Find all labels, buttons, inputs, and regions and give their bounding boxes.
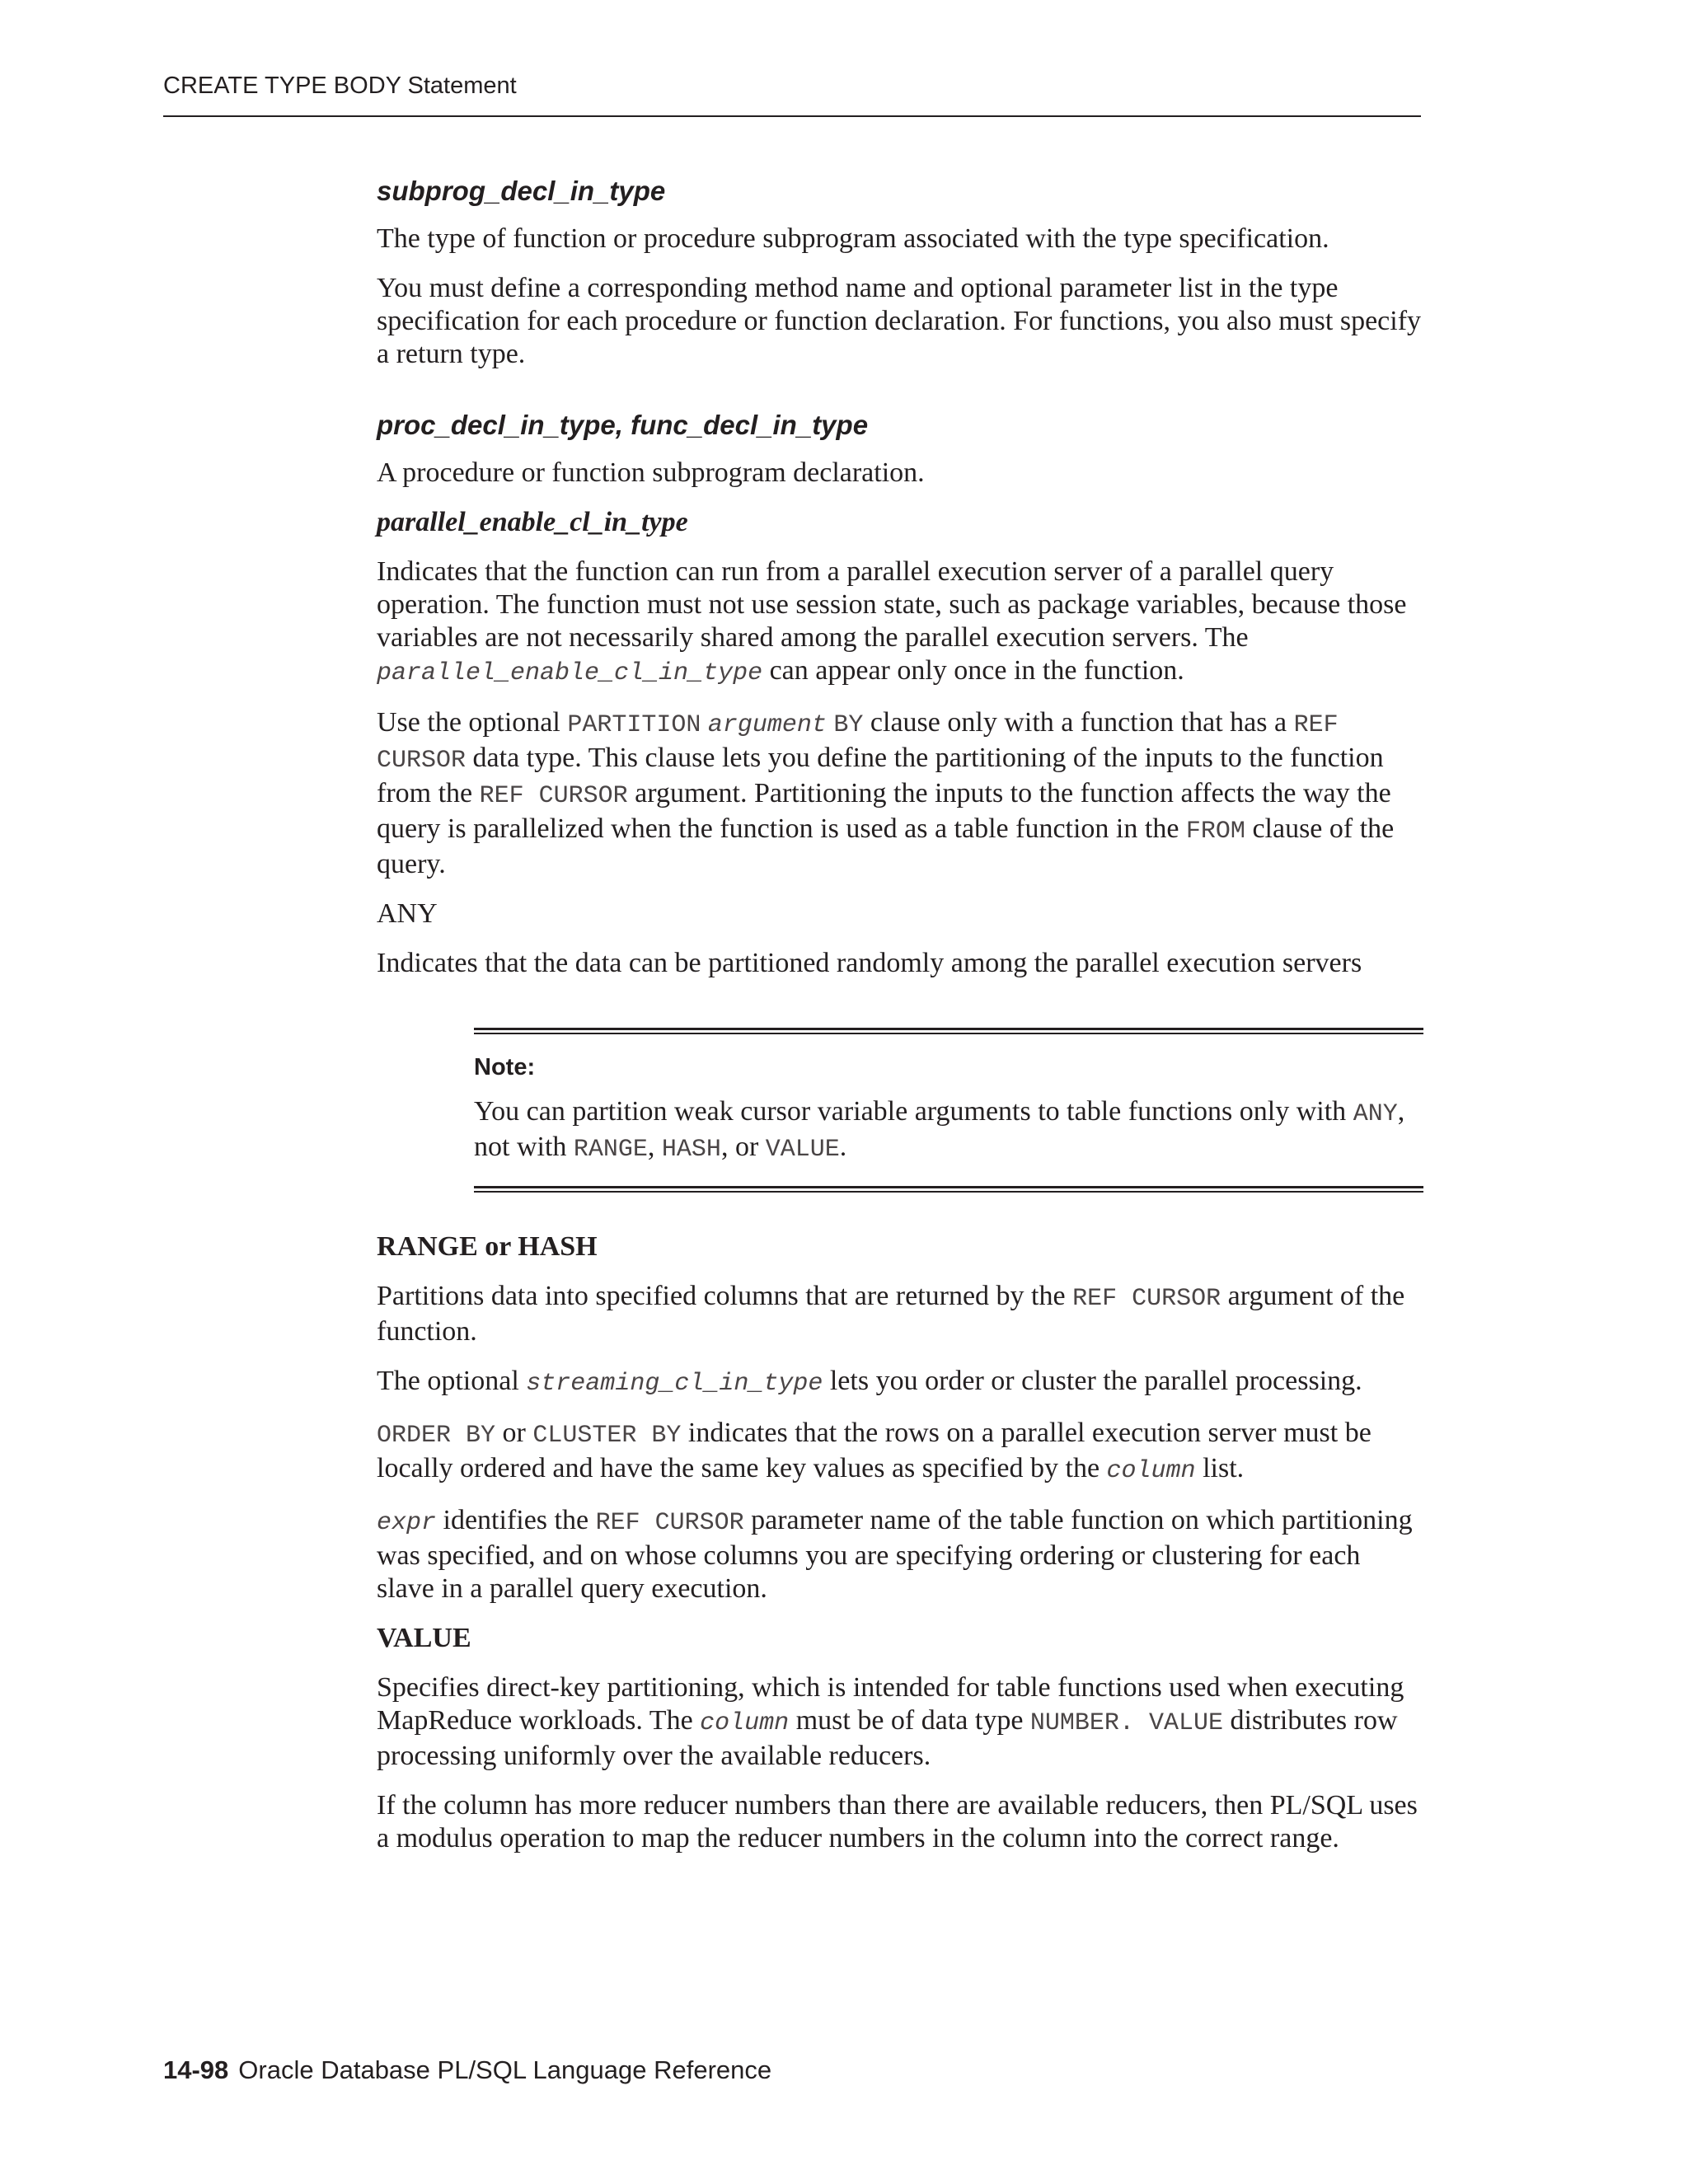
subprog-heading: subprog_decl_in_type xyxy=(377,176,666,206)
value-para-1 xyxy=(377,1671,1423,1773)
text-run: . xyxy=(1118,1709,1149,1737)
page-number: 14-98 xyxy=(163,2055,229,2084)
any-para-1: Indicates that the data can be partitioned randomly among the parallel execution servers xyxy=(377,948,1362,978)
code-term: REF CURSOR xyxy=(1072,1285,1221,1313)
code-term: CLUSTER BY xyxy=(532,1422,682,1450)
code-term: column xyxy=(700,1709,790,1737)
header-rule xyxy=(163,115,1421,117)
text-run: must be of data type xyxy=(789,1705,1030,1736)
text-run: Partitions data into specified columns that are returned by the xyxy=(377,1281,1073,1311)
procfunc-heading: proc_decl_in_type, func_decl_in_type xyxy=(377,410,869,440)
code-term: column xyxy=(1106,1457,1196,1485)
rangehash-para-4 xyxy=(377,1504,1423,1605)
note-title: Note: xyxy=(474,1054,536,1080)
text-run: lets you order or cluster the parallel processing. xyxy=(823,1366,1362,1396)
note-top-rule xyxy=(474,1028,1423,1034)
subprog-para-2: You must define a corresponding method name and optional parameter list in the type specification for each procedure or function declaration. For functions, you also must specify a return type. xyxy=(377,273,1422,369)
code-term: BY xyxy=(833,711,864,739)
text-run: or xyxy=(495,1418,533,1448)
book-title: Oracle Database PL/SQL Language Reference xyxy=(238,2055,772,2084)
code-term: VALUE xyxy=(765,1136,840,1164)
code-term: PARTITION xyxy=(567,711,701,739)
note-text xyxy=(474,1095,1423,1166)
parallel-heading: parallel_enable_cl_in_type xyxy=(377,507,688,537)
parallel-para-2 xyxy=(377,706,1423,881)
note-box xyxy=(474,1028,1423,1193)
running-header: CREATE TYPE BODY Statement xyxy=(163,73,517,99)
text-run: Specifies direct-key partitioning, which is intended for table functions used when executing MapReduce workloads. The xyxy=(377,1672,1404,1736)
text-run: indicates that the rows on a parallel execution server must be locally ordered and have the same key values as specified by the xyxy=(377,1418,1372,1483)
code-term: REF CURSOR xyxy=(377,711,1339,775)
code-term: HASH xyxy=(661,1136,721,1164)
text-run: . xyxy=(839,1132,847,1162)
text-run: can appear only once in the function. xyxy=(762,655,1184,686)
rangehash-para-2 xyxy=(377,1365,1423,1400)
value-para-2: If the column has more reducer numbers than there are available reducers, then PL/SQL uses a modulus operation to map the reducer numbers in the column into the correct range. xyxy=(377,1790,1418,1854)
code-term: ORDER BY xyxy=(377,1422,496,1450)
parallel-para-1 xyxy=(377,555,1423,690)
text-run: , xyxy=(647,1132,662,1162)
text-run: , not with xyxy=(474,1096,1405,1162)
code-term: REF CURSOR xyxy=(595,1509,744,1537)
note-bottom-rule xyxy=(474,1186,1423,1193)
text-run: distributes row processing uniformly over the available reducers. xyxy=(377,1705,1398,1771)
code-term: VALUE xyxy=(1148,1709,1223,1737)
text-run: identifies the xyxy=(436,1505,596,1535)
page-footer xyxy=(163,2055,771,2085)
code-term: expr xyxy=(377,1509,437,1537)
text-run: argument of the function. xyxy=(377,1281,1405,1347)
text-run: parameter name of the table function on which partitioning was specified, and on whose columns you are specifying ordering or clustering for each slave in a parallel query execution. xyxy=(377,1505,1413,1604)
rangehash-para-1 xyxy=(377,1280,1423,1348)
code-term: REF CURSOR xyxy=(479,782,628,810)
rangehash-heading: RANGE or HASH xyxy=(377,1231,598,1262)
text-run: clause only with a function that has a xyxy=(863,707,1294,738)
code-term: ANY xyxy=(1353,1100,1398,1128)
text-run: Indicates that the function can run from a parallel execution server of a parallel query operation. The function must not use session state, such as package variables, because those variables are not necessarily shared among the parallel execution servers. The xyxy=(377,556,1407,653)
page-body xyxy=(377,175,1423,1855)
text-run: data type. This clause lets you define the partitioning of the inputs to the function from the xyxy=(377,743,1384,808)
code-term: NUMBER xyxy=(1029,1709,1119,1737)
text-run: clause of the query. xyxy=(377,813,1395,879)
any-label: ANY xyxy=(377,898,438,929)
code-term: RANGE xyxy=(573,1136,648,1164)
value-heading: VALUE xyxy=(377,1623,471,1653)
code-term: streaming_cl_in_type xyxy=(526,1370,823,1398)
code-term: argument xyxy=(707,711,827,739)
code-term: FROM xyxy=(1185,818,1245,846)
text-run: The optional xyxy=(377,1366,527,1396)
subprog-para-1: The type of function or procedure subprogram associated with the type specification. xyxy=(377,223,1329,254)
rangehash-para-3 xyxy=(377,1417,1423,1488)
text-run: argument. Partitioning the inputs to the function affects the way the query is parallelized when the function is used as a table function in the xyxy=(377,778,1391,844)
code-term: parallel_enable_cl_in_type xyxy=(377,659,763,687)
text-run: You can partition weak cursor variable arguments to table functions only with xyxy=(474,1096,1353,1127)
text-run: Use the optional xyxy=(377,707,568,738)
text-run: , or xyxy=(720,1132,766,1162)
procfunc-para-1: A procedure or function subprogram declaration. xyxy=(377,457,925,488)
text-run: list. xyxy=(1195,1453,1245,1483)
